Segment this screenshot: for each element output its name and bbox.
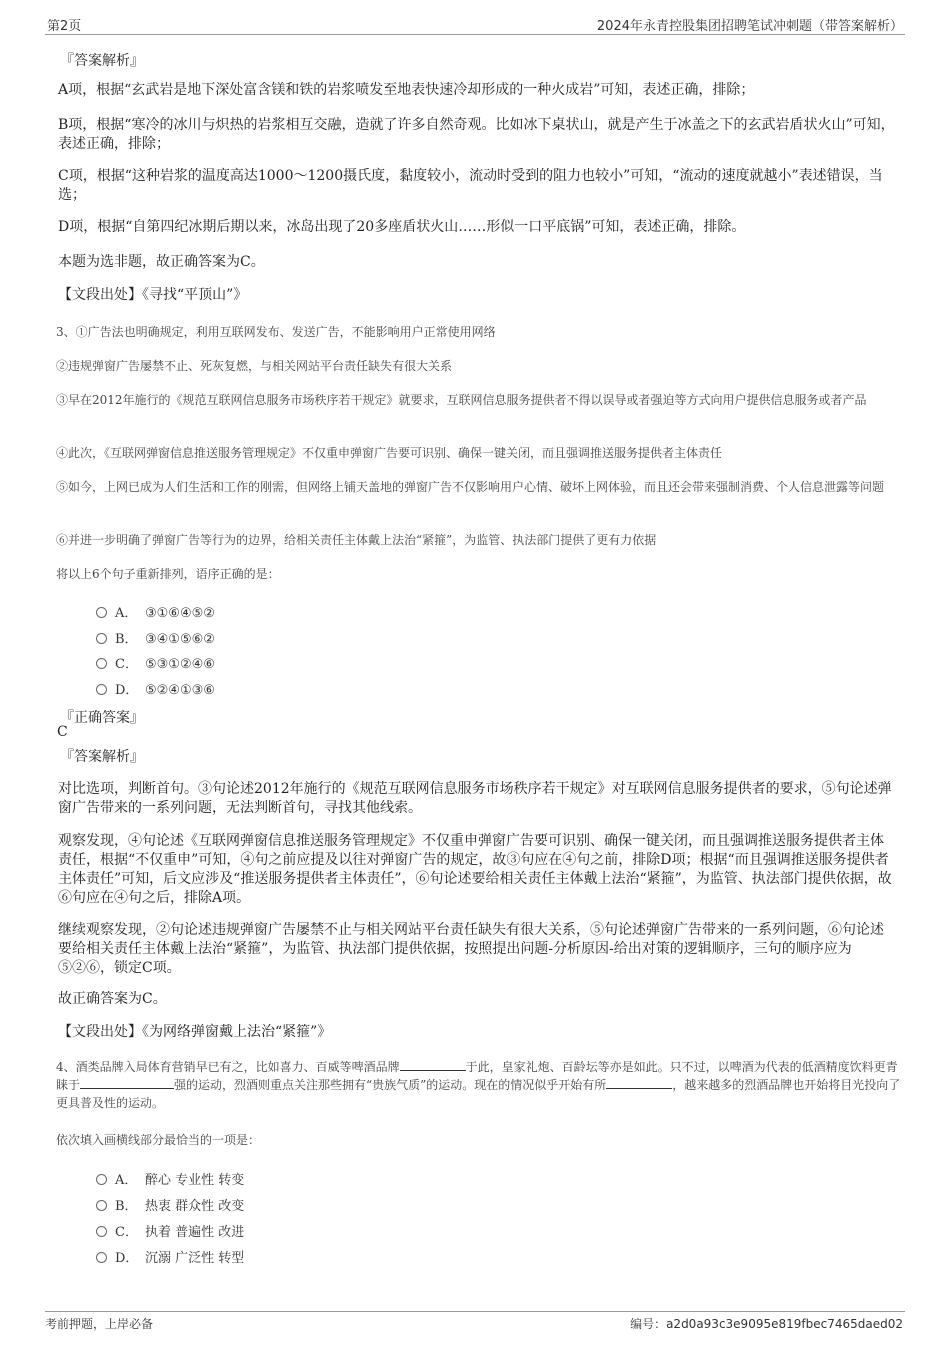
page-number: 第2页: [47, 19, 82, 34]
q2-analysis-b: B项，根据“寒冷的冰川与炽热的岩浆相互交融，造就了许多自然奇观。比如冰下桌状山，就是产生于冰盖之下的玄武岩盾状火山”可知，表述正确，排除；: [58, 117, 895, 152]
q3-option-b[interactable]: B． ③④①⑤⑥②: [96, 628, 215, 647]
page-footer: [45, 1311, 905, 1336]
q3-sentence-2: ②违规弹窗广告屡禁不止、死灰复燃，与相关网站平台责任缺失有很大关系: [56, 359, 453, 373]
q4-prompt: 依次填入画横线部分最恰当的一项是：: [56, 1133, 261, 1147]
q3-sentence-3: ③早在2012年施行的《规范互联网信息服务市场秩序若干规定》就要求，互联网信息服务提供者不得以误导或者强迫等方式向用户提供信息服务或者产品: [56, 393, 867, 407]
q2-analysis-d: D项，根据“自第四纪冰期后期以来，冰岛出现了20多座盾状火山……形似一口平底锅”可知，表述正确，排除。: [58, 219, 746, 235]
q3-conclusion: 故正确答案为C。: [58, 991, 167, 1007]
radio-icon[interactable]: [96, 1174, 107, 1185]
q3-source: 【文段出处】《为网络弹窗戴上法治“紧箍”》: [58, 1024, 332, 1040]
q3-sentence-1: 3、①广告法也明确规定，利用互联网发布、发送广告，不能影响用户正常使用网络: [56, 325, 496, 339]
q4-option-d[interactable]: D． 沉溺 广泛性 转型: [96, 1247, 244, 1266]
q4-blank-1: [400, 1070, 466, 1071]
radio-icon[interactable]: [96, 1252, 107, 1263]
q4-stem: 4、酒类品牌入局体育营销早已有之，比如喜力、百威等啤酒品牌 于此，皇家礼炮、百龄坛等亦是如此。只不过，以啤酒为代表的低酒精度饮料更青睐于 强的运动，烈酒则重点关注那些拥有“贵族气质”的运动。现在的情况似乎开始有所 ，越来越多的烈酒品牌也开始将目光投向了更具普及性的运动。: [56, 1060, 901, 1110]
q4-blank-3: [606, 1088, 672, 1089]
radio-icon[interactable]: [96, 1226, 107, 1237]
q2-source: 【文段出处】《寻找“平顶山”》: [58, 287, 248, 303]
q3-option-c[interactable]: C． ⑤③①②④⑥: [96, 653, 215, 672]
q2-conclusion: 本题为选非题，故正确答案为C。: [58, 254, 265, 270]
q3-answer: C: [57, 724, 68, 740]
q4-option-b[interactable]: B． 热衷 群众性 改变: [96, 1195, 244, 1214]
q3-option-d[interactable]: D． ⑤②④①③⑥: [96, 679, 215, 698]
q3-analysis-p1: 对比选项，判断首句。③句论述2012年施行的《规范互联网信息服务市场秩序若干规定》对互联网信息服务提供者的要求，⑤句论述弹窗广告带来的一系列问题，无法判断首句，寻找其他线索。: [58, 781, 892, 816]
q3-prompt: 将以上6个句子重新排列，语序正确的是：: [56, 567, 280, 581]
q3-analysis-p3: 继续观察发现，②句论述违规弹窗广告屡禁不止与相关网站平台责任缺失有很大关系，⑤句论述弹窗广告带来的一系列问题，⑥句论述要给相关责任主体戴上法治“紧箍”，为监管、执法部门提供依据，按照提出问题-分析原因-给出对策的逻辑顺序，三句的顺序应为⑤②⑥，锁定C项。: [58, 922, 884, 976]
q2-analysis-a: A项，根据“玄武岩是地下深处富含镁和铁的岩浆喷发至地表快速冷却形成的一种火成岩”可知，表述正确，排除；: [58, 82, 755, 98]
radio-icon[interactable]: [96, 658, 107, 669]
q3-answer-label: 『正确答案』: [60, 710, 144, 726]
q4-option-c[interactable]: C． 执着 普遍性 改进: [96, 1221, 244, 1240]
radio-icon[interactable]: [96, 1200, 107, 1211]
q4-blank-2: [80, 1088, 174, 1089]
q3-sentence-4: ④此次，《互联网弹窗信息推送服务管理规定》不仅重申弹窗广告要可识别、确保一键关闭，而且强调推送服务提供者主体责任: [56, 446, 723, 460]
footer-slogan: 考前押题，上岸必备: [45, 1317, 154, 1331]
q3-analysis-label: 『答案解析』: [60, 749, 144, 765]
q3-sentence-6: ⑥并进一步明确了弹窗广告等行为的边界，给相关责任主体戴上法治“紧箍”，为监管、执法部门提供了更有力依据: [56, 533, 657, 547]
q3-sentence-5: ⑤如今，上网已成为人们生活和工作的刚需，但网络上铺天盖地的弹窗广告不仅影响用户心情、破坏上网体验，而且还会带来强制消费、个人信息泄露等问题: [56, 480, 885, 494]
q2-analysis-c: C项，根据“这种岩浆的温度高达1000～1200摄氏度，黏度较小，流动时受到的阻力也较小”可知，“流动的速度就越小”表述错误，当选；: [58, 168, 883, 203]
q4-option-a[interactable]: A． 醉心 专业性 转变: [96, 1169, 244, 1188]
document-id: 编号：a2d0a93c3e9095e819fbec7465daed02: [630, 1317, 903, 1331]
q2-analysis-label: 『答案解析』: [60, 53, 144, 69]
radio-icon[interactable]: [96, 684, 107, 695]
page-header: [45, 14, 905, 35]
radio-icon[interactable]: [96, 633, 107, 644]
q3-analysis-p2: 观察发现，④句论述《互联网弹窗信息推送服务管理规定》不仅重申弹窗广告要可识别、确保一键关闭，而且强调推送服务提供者主体责任，根据“不仅重申”可知，④句之前应提及以往对弹窗广告的规定，故③句应在④句之前，排除D项；根据“而且强调推送服务提供者主体责任”可知，后文应涉及“推送服务提供者主体责任”，⑥句论述要给相关责任主体戴上法治“紧箍”，为监管、执法部门提供依据，故⑥句应在④句之后，排除A项。: [58, 833, 892, 906]
document-title: 2024年永青控股集团招聘笔试冲刺题（带答案解析）: [596, 19, 903, 34]
q3-option-a[interactable]: A． ③①⑥④⑤②: [96, 602, 215, 621]
radio-icon[interactable]: [96, 607, 107, 618]
